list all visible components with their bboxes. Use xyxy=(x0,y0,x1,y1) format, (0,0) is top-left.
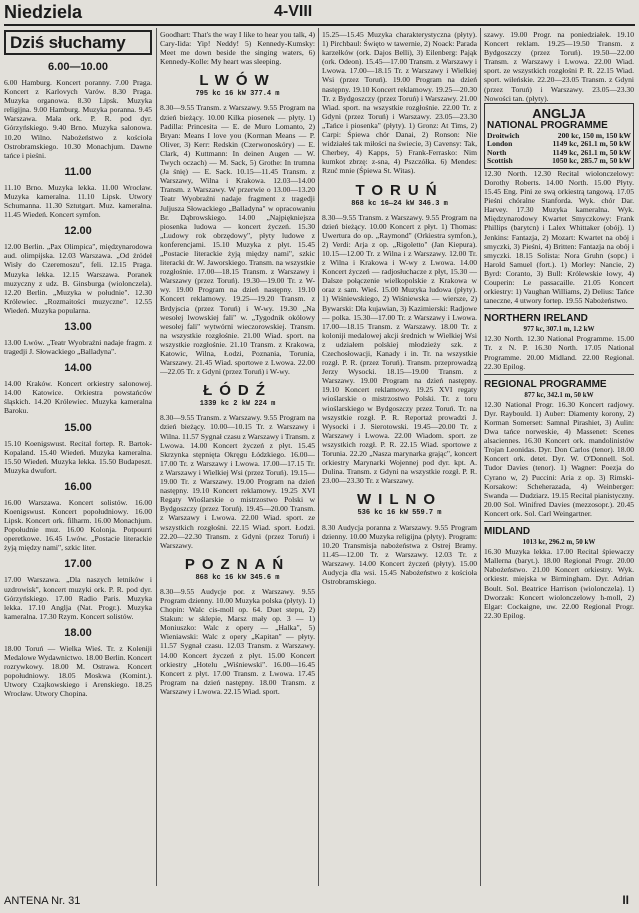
hour-heading: 6.00—10.00 xyxy=(48,61,108,73)
hour-heading: 16.00 xyxy=(64,480,92,493)
hour-heading: 13.00 xyxy=(64,320,92,333)
station-title-wilno: WILNO xyxy=(357,491,442,509)
station-frequency: 795 kc 16 kW 377.4 m xyxy=(195,90,280,99)
program-block: 16.30 Muzyka lekka. 17.00 Recital śpiewaczy Mallerna (baryt.). 18.00 Regional Progr. 20.00 Nabożeństwo. 21.00 Koncert orkiestry. Wyk. orkiestr. miejska w Birmingham. Dyr. Adrian Boult. Sol. Beatrice Harrison (wiolonczela). 1) Dworzak: Koncert wiolonczelowy h-moll, 2) Elgar: Cockaigne, uw. 22.00 Regional Progr. 22.30 Epilog. xyxy=(484,547,634,620)
program-block: 17.00 Warszawa. „Dla naszych letników i uzdrowisk", koncert muzyki ork. P. R. pod dyr. Górzyńskiego. 17.00 Radio Paris. Muzyka lekka. 17.10 Anglja (Nat. Progr.). Muzyka kameralna. 17.30 Rzym. Koncert solistów. xyxy=(4,575,152,621)
magazine-footer: ANTENA Nr. 31 xyxy=(4,895,81,907)
station-frequency: 1149 kc, 261.1 m, 50 kW xyxy=(552,139,631,149)
frequency-row xyxy=(487,157,631,166)
hour-heading: 15.00 xyxy=(64,421,92,434)
program-block: 12.00 Berlin. „Pax Olimpica", międzynarodowa aud. olimpijska. 12.03 Warszawa. „Od źródeł Wisły do Czeremoszu", feli. 12.15 Praga. Muzyka lekka. 12.15 Warszawa. Poranek muzyczny z udz. B. Ginsburga (wiolonczela). 12.20 Berlin. „Muzyka w południe". 12.30 Królewiec. „Rozmaitości muzyczne". 12.55 Wiedeń. Muzyka popularna. xyxy=(4,242,152,315)
station-frequency: 868 kc 16 kW 345.6 m xyxy=(195,573,280,582)
program-block: Goodhart: That's the way I like to hear you talk, 4) Cary-Iida: Yip! Neddy! 5) Kennedy-Kumsky: Meet me down beside the singing waters, 6) Kennedy-Kolle: My heart was sleeping. xyxy=(160,30,315,67)
section-heading: MIDLAND xyxy=(484,526,531,538)
program-block: 8.30—9.55 Transm. z Warszawy. 9.55 Program na dzień bieżący. 10.00—10.15 Tr. z Warszawy i Wilna. 11.57 Sygnał czasu z Warszawy i Transm. z Lwowa. 14.00 Koncert życzeń z płyt. 15.45 Skrzynka stępnięta Okręgu Łódzkiego. 16.00—17.00 Tr. z Warszawy i Lwowa. 17.00—17.15 Tr. z Warszawy i Wielkiej Wsi (przez Toruń). 19.15—19.00 Tr. z Warszawy. 19.00 Program na dzień następny. 19.10 Koncert reklamowy. 19.25 XVI Regaty Wioślarskie o mistrzostwo Polski w Bydgoszczy (przez Toruń). 19.45—20.00 Transm. z Warszawy i Lwowa. 22.00 Wiad. sport. ze wszystkich rozgłośni. 22.15 Wiad. sport. Łodzi. 22.20—22.30 Transm. z Gdyni (przez Toruń) i Warszawy. xyxy=(160,413,315,550)
section-title-box xyxy=(4,30,152,55)
program-block: 12.30 North. 12.30 National Programme. 15.00 Tr. z N. P. 16.30 North. 17.05 National Programme. 20.00 Midland. 22.00 Regional. 22.30 Epilog. xyxy=(484,334,634,371)
station-name: North xyxy=(487,147,507,157)
schedule-column-2 xyxy=(160,30,315,885)
anglja-box xyxy=(484,103,634,169)
program-block: szawy. 19.00 Progr. na poniedziałek. 19.10 Koncert reklam. 19.25—19.50 Transm. z Bydgoszczy (przez Toruń). 19.50—22.00 Transm. z Warszawy i Lwowa. 22.00 Wiad. sport. ze wszystkich rozgłośni P. R. 22.15 Wiad. sport. wileńskie. 22.20—23.05 Transm. z Gdyni (przez Toruń) i Warszawy. 23.05—23.30 Nowości tan. (płyty). xyxy=(484,30,634,103)
schedule-column-4 xyxy=(484,30,634,885)
hour-heading: 12.00 xyxy=(64,225,92,238)
highlights-column xyxy=(4,30,152,885)
country-title: ANGLJA xyxy=(532,105,586,121)
hour-heading: 18.00 xyxy=(64,626,92,639)
column-divider xyxy=(318,28,319,886)
program-block: 8.30—9.55 Audycje por. z Warszawy. 9.55 Program dzienny. 10.00 Muzyka polska (płyty). 1) Chopin: Walc cis-moll op. 64. Duet stepu, 2) Stakun: w sklepie, Marsz mały op. 3 — 1) Moniuszko: Walc z opery — „Halka", 5) Wieniawski: Walc z opery „Kapitan" — płyty. 11.57 Sygnał czasu. 12.03 Transm. z Warszawy. 14.00 Koncert życzeń z płyt. 15.00 Koncert orkiestry „Hotelu „Wiśniewski". 16.00—16.45 Koncert z płyt. 17.00 Transm. z Lwowa. 17.45 Program na dzień następny. 18.00 Transm. z Warszawy i Lwowa. 22.15 Wiad. sport. xyxy=(160,586,315,696)
program-block: 18.00 Toruń — Wielka Wieś. Tr. z Koleniji Medalowe Wydawnictwo. 18.00 Berlin. Koncert rozrywkowy. 18.00 M. Ostrawa. Koncert popołudniowy. 18.05 Moskwa (Komint.). Utwory Czajkowskiego i Arenskiego. 18.25 Wrocław. Utwory Chopina. xyxy=(4,643,152,699)
program-block: 8.30—9.55 Transm. z Warszawy. 9.55 Program na dzień bieżący. 10.00 Koncert z płyt. 1) Thomas: Uwertura do op. „Raymond" (Orkiestra symfon.), 2) Verdi: Arja z op. „Rigoletto" (Jan Kiepura). 10.15—12.00 Tr. z Wilna i z Warszawy. 12.00 Tr. z Wilna i Krakowa i W-wy z Lwowa. 14.00 Koncert życzeń — radjosłuchacze z płyt, 15.30 — Dalsze połączenie wielkopolskie z Krakowa w oraz z sam. Wieś. 15.00 Muzyka ludowa (płyty). 1) Wiśniewskiego, 2) Wiśniewska — wiersze, 2) Bywarski: Dla kujawian, 3) Kazimierski: Radjowe — polka. 15.30—17.00 Tr. z Warszawy i Lwowa. 17.00—18.15 Transm. z Warszawy. 18.00 Tr. z koloniji medalowej akcji średnich w Wielkiej Wsi z udziałem polskiej młodzieży szk. z Czechosłowacji, Kanady i in. Tr. na wszystkie rozgł. P. R. (przez Toruń). Transm. przeprowadzą Jerzy Wysocki. 18.15—19.00 Transm. z Warszawy. 19.00 Program na dzień następny. 19.10 Koncert reklamowy. 19.25 XVI regaty wioślarskie o mistrzostwo Polski. Tr. z toru wioślarskiego w Bydgoszczy przez Toruń. Tr. na wszystkie rozgł. P. R. Reportaż prowadzi J. Wysocki i J. Sierotowski. 19.45—20.00 Tr. z Warszawy i Lwowa. 22.00 Wiadom. sport. ze wszystkich rozgł. P. R. 22.15 Wiad. sportowe z Torunia. 22.20 „Nasza marynarka grając", koncert orkiestry Marynarki Wojennej pod dyr. kpt. A. Dulina. Transm. z Gdyni na wszystkie rozgł. P. R. 23.00—23.30 Tr. z Warszawy. xyxy=(322,212,477,486)
divider xyxy=(484,374,634,375)
section-frequency: 977 kc, 307.1 m, 1.2 kW xyxy=(523,325,595,334)
program-block: 8.30 Audycja poranna z Warszawy. 9.55 Program dzienny. 10.00 Muzyka religijna (płyty). Program: 10.20 Transmisja nabożeństwa z Ostrej Bramy. 11.45—12.00 Tr. z Warszawy. 12.03 Tr. z Warszawy. 14.00 Koncert życzeń (płyty). 15.00 Audycja dla wsi. 15.45 Nabożeństwo z kościoła Ostrobramskiego. xyxy=(322,522,477,587)
program-block: 16.00 Warszawa. Koncert solistów. 16.00 Koenigswust. Koncert popołudniowy. 16.00 Lipsk. Koncert ork. filharm. 16.00 Monachjum. Popołudnie muz. 16.00 Kolonja. Potpourri operetkowe. 16.45 Lwów. „Postacie literackie żyją między nami", szkic liter. xyxy=(4,497,152,553)
frequency-table xyxy=(487,132,631,166)
station-title-lwow: LWÓW xyxy=(199,72,276,90)
section-heading: REGIONAL PROGRAMME xyxy=(484,378,607,390)
schedule-column-3 xyxy=(322,30,477,885)
program-block: 15.10 Koenigswust. Recital fortep. R. Bartok-Kopaland. 15.40 Wiedeń. Muzyka kameralna. 15.50 Wiedeń. Muzyka lekka. 15.50 Budapeszt. Muzyka dwufort. xyxy=(4,438,152,475)
section-frequency: 1013 kc, 296.2 m, 50 kW xyxy=(522,538,596,547)
section-title: Dziś słuchamy xyxy=(10,33,126,52)
program-block: 6.00 Hamburg. Koncert poranny. 7.00 Praga. Koncert z Karlovych Varów. 8.30 Praga. Muzyka organowa. 8.30 Lipsk. Muzyka religijna. 9.00 Hamburg. Muzyka poranna. 9.45 Warszawa. Mała ork. P. R. pod dyr. Górzyńskiego. 9.40 Brno. Muzyka salonowa. 10.20 Wilno. Nabożeństwo z kościoła Ostrobramskiego. 10.30 Monachjum. Dawne tańce i pieśni. xyxy=(4,78,152,160)
divider xyxy=(484,308,634,309)
date-label: 4-VIII xyxy=(274,3,313,20)
station-name: Scottish xyxy=(487,156,513,166)
header-rule xyxy=(4,24,635,26)
page-number: II xyxy=(622,893,629,907)
station-name: Droitwich xyxy=(487,130,520,140)
section-heading: NORTHERN IRELAND xyxy=(484,313,588,325)
program-block: 12.30 National Progr. 16.30 Koncert radjowy. Dyr. Raybould. 1) Auber: Diamenty korony, 2) Korman Somerset: Samnal Pirashiet, 3) Aulin: Dwa tańce norweskie, 4) Massenet: Scenes alsaciennes. 16.30 Koncert ork. mandolinistów Trojan Leonidas. Dyr. Don Carlos (tenor). 18.00 Koncert ork. detet. Dyr. W. O'Donnell. Sol. Tudor Davies (tenor). 1) Wagner: Poezja do Cyrano w, 2) Puccini: Aria z op. 3) Rimski-Korsakow: Scheherazada, 4) Weinberger: Swanda — Dudziarz. 19.15 Recital pianistyczny. 20.00 Sol. Winifred Davies (mezzosopr.). 20.45 Koncert ork. Sol. Carl Weingartner. xyxy=(484,399,634,518)
day-label: Niedziela xyxy=(4,2,83,22)
divider xyxy=(484,521,634,522)
section-frequency: 877 kc, 342.1 m, 50 kW xyxy=(524,390,594,399)
program-block: 15.25—15.45 Muzyka charakterystyczna (płyty). 1) Pirchbaul: Święto w tawernie, 2) Noack: Parada karzełków (ork. Dajos Belli), 3) Eilenberg: Pająk (ork. Odeon). 15.45—17.00 Transm. z Warszawy i Lwowa. 17.00—18.15 Tr. z Warszawy i Wielkiej Wsi (przez Toruń). 19.00 Program na dzień następny. 19.10 Koncert reklamowy. 19.25—20.30 Tr. z Bydgoszczy (przez Toruń) i Warszawy. 21.00 Wiad. sport. na wszystkie rozgłośnie. 22.00 Tr. z Gdyni (przez Toruń) i Warszawy. 23.05—23.30 „Tańce i piosenka" (płyty). 1) Gronz: At Tims, 2) Carpi: Śpiewa chór Danai, 2) Ronson: Nie widziałeś tak miłości na świecie, 3) Cavensy: Tak, Cherbey, 4) Kapps, 5) Frank-Ferrasko: Nim kumkot zbrzę: z-sna, 4) Pszczółka. 6) Mendes: Rzuć mnie (Śpiewa St. Witas). xyxy=(322,30,477,176)
program-block: 11.10 Brno. Muzyka lekka. 11.00 Wrocław. Muzyka kameralna. 11.10 Lipsk. Utwory Schumanna. 11.30 Sztutgart. Muz. kameralna. 11.45 Wiedeń. Koncert symfon. xyxy=(4,182,152,220)
station-title-lodz: ŁÓDŹ xyxy=(203,382,272,400)
section-heading: NATIONAL PROGRAMME xyxy=(487,119,608,131)
station-frequency: 1339 kc 2 kW 224 m xyxy=(199,400,276,409)
station-title-poznan: POZNAŃ xyxy=(184,555,291,573)
hour-heading: 11.00 xyxy=(64,165,92,178)
station-frequency: 200 kc, 150 m, 150 kW xyxy=(557,130,631,140)
station-frequency: 536 kc 16 kW 559.7 m xyxy=(357,509,442,518)
program-block: 13.00 Lwów. „Teatr Wyobraźni nadaje fragm. z tragedji J. Słowackiego „Balladyna". xyxy=(4,337,152,357)
page-header xyxy=(4,2,635,24)
station-frequency: 1050 kc, 285.7 m, 50 kW xyxy=(552,156,631,166)
station-frequency: 1149 kc, 261.1 m, 50 kW xyxy=(552,147,631,157)
program-block: 14.00 Kraków. Koncert orkiestry salonowej. 14.00 Katowice. Orkiestra powstańców śląskich. 14.20 Królewiec. Muzyka kameralna Baroku. xyxy=(4,379,152,416)
station-frequency: 868 kc 16—24 kW 346.3 m xyxy=(351,199,448,208)
station-name: London xyxy=(487,139,513,149)
hour-heading: 17.00 xyxy=(64,558,92,571)
column-divider xyxy=(480,28,481,886)
column-divider xyxy=(156,28,157,886)
hour-heading: 14.00 xyxy=(64,362,92,375)
program-block: 12.30 North. 12.30 Recital wiolonczelowy: Dorothy Roberts. 14.00 North. 15.00 Płyty. 15.45 Eng. Pini ze swą orkiestrą tangową. 17.05 Pieśni chóralne Stanforda. Wyk. chór Dar. Harvey. 17.30 Muzyka kameralna. Wyk. Międzynarodowy Kwartet Smyczkowy: Frank Phillips (barytcn) i Lalex Whittaker (obój). 1) Jenkins: Fantazja, 2) Mozart: Kwartet na obój i smyczki, 3) Pieśni, 4) Britten: Fantazja na obój i smyczki. 18.15 Solista: Nora Gruhn (sopr.) i Harold Samuel (fort.). 1) Morley: Nancie, 2) Byrd: Coranto, 3) Bull: Królewskie łowy, 4) Couperin: Le passacaille. 21.05 Koncert orkiestry: 1) Vaughan Williams, 2) Delius: Tańce taneczne, 4 utwory fortep. 19.55 Nabożeństwo. xyxy=(484,168,634,306)
station-title-torun: TORUŃ xyxy=(355,181,444,199)
program-block: 8.30—9.55 Transm. z Warszawy. 9.55 Program na dzień bieżący. 10.00 Kilka piosenek — płyty. 1) Padilla: Princesita — E. de Muro Lomanto, 2) Bryan: Means I love you (Korman Means — P. Oliver, 3) Kerr: Redskin (Czerwonoskóry) — E. Clark, 4) Kuttmann: In deinen Augen — W. Twych oczach) — M. Sack, 5) Grothe: In trumna (Ja śnię) — E. Sack. 10.15—11.45 Transm. z Warszawy, Wilna i Krakowa. 12.03—14.00 Transm. z Warszawy. W przerwie o 13.00—13.20 Teatr Wyobraźni nadaje fragment z tragedji Juljusza Słowackiego „Balladyna" w opracowaniu Br. Dąbrowskiego. 14.00 „Najpiękniejsza piosenka ludowa — koncert życzeń. 15.30 „Ludowy rok obrzędowy", płyty ludowe z konferencjami. 15.10 Muzyka z płyt. 15.45 „Postacie literackie żyją między nami", szkic literacki dr. W. Jaworskiego. Transm. na wszystkie rozgłośnie. 17.00—18.15 Transm. z Warszawy i Warszawy (przez Toruń). 19.30—19.00 Tr. z W-wy. 19.00 Program na dzień następny. 19.10 Koncert reklamowy. 19.25—19.20 Transm. z Brdyjscia (przez Toruń) i W-wy. 19.30 „Na wesołej lwowskiej fali" w. „Tygodnik okólowy wesołej fali" wytwórni wieczorowskiej. Transm. na wszystkie rozgłośnie. 21.00 Wiad. sport. na wszystkie rozgłośnie. 21.10 Transm. z Krakowa, Katowic, Wilna, Łodzi, Poznania, Torunia, Warszawy. 21.45 Wiad. sportowe z Lwowa. 22.00—22.05 Tr. z Gdyni (przez Toruń) i W-wy. xyxy=(160,103,315,377)
